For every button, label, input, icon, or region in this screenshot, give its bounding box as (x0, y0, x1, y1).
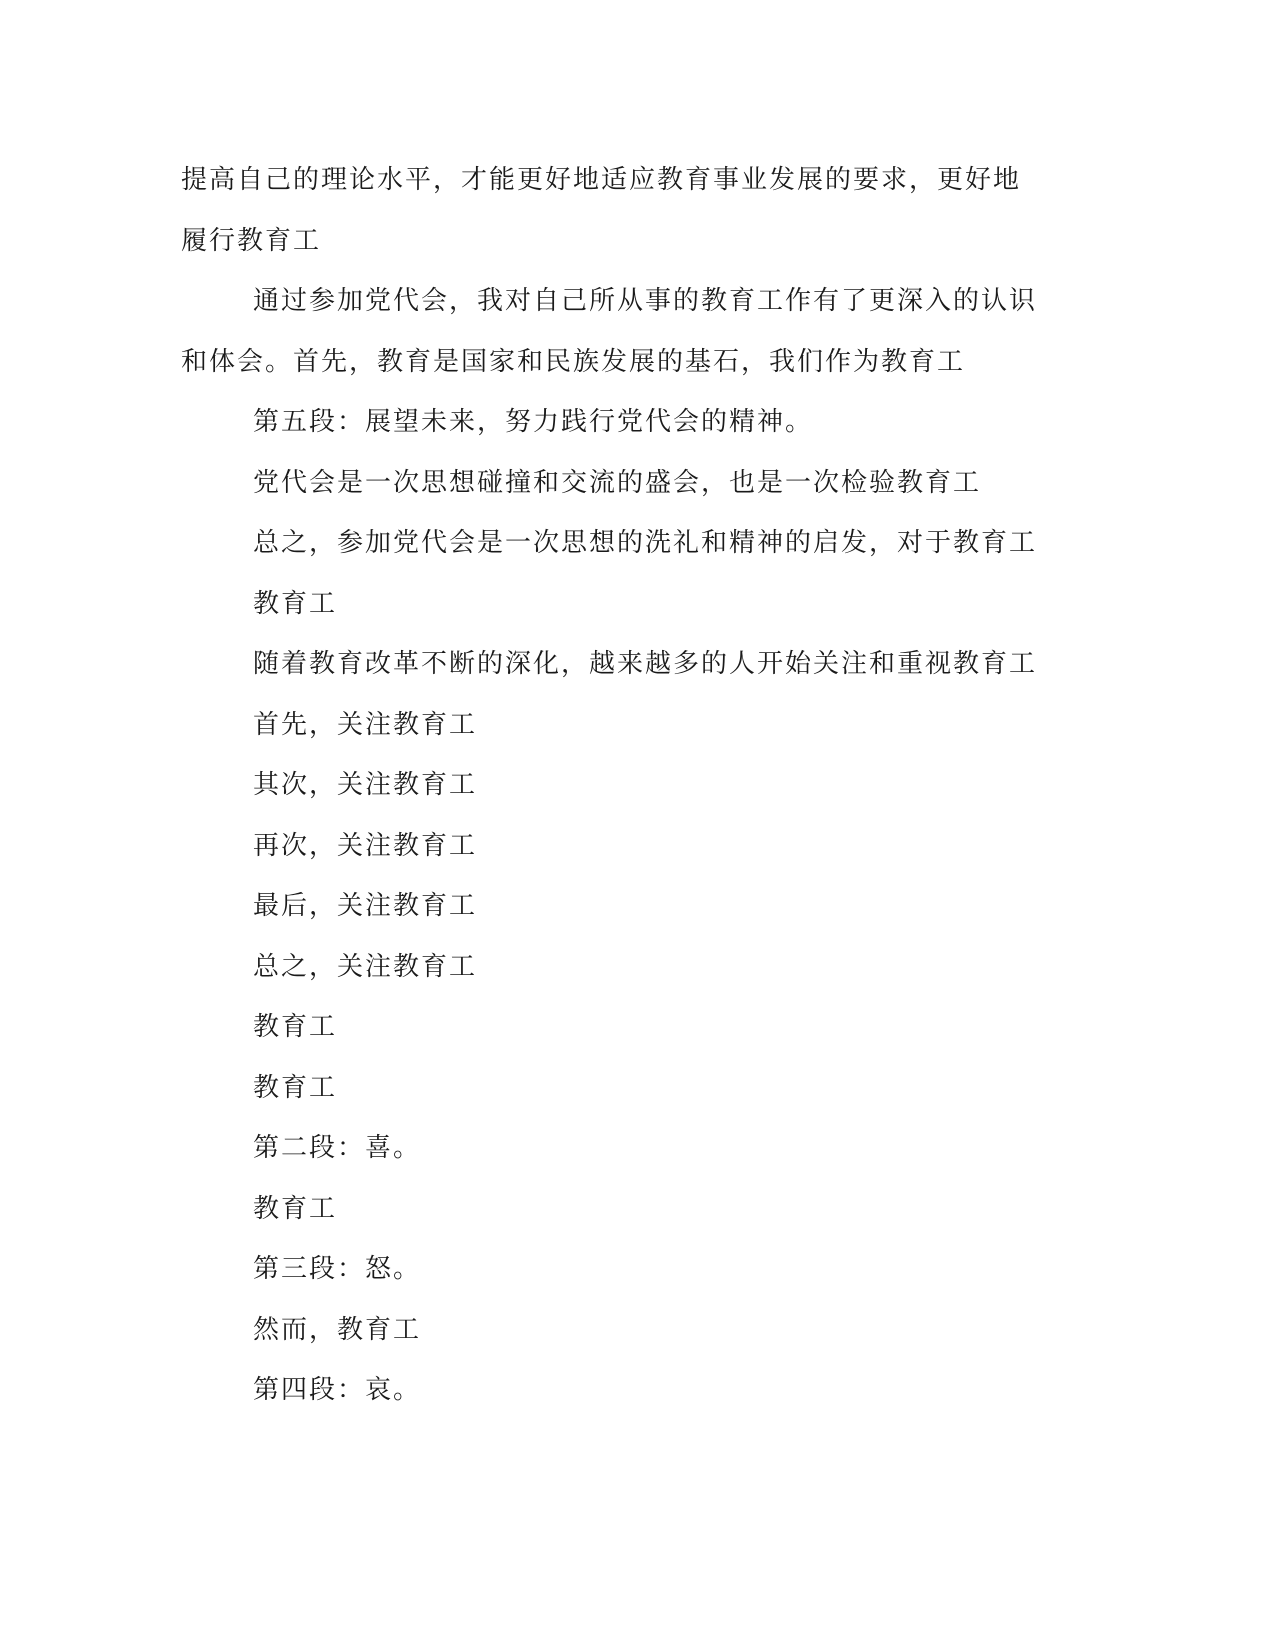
text-line: 再次，关注教育工 (253, 830, 478, 861)
text-line: 总之，参加党代会是一次思想的洗礼和精神的启发，对于教育工 (253, 528, 1038, 558)
text-line: 履行教育工 (181, 225, 322, 256)
section-heading: 第五段：展望未来，努力践行党代会的精神。 (253, 407, 814, 437)
text-line: 最后，关注教育工 (253, 891, 478, 921)
text-line: 教育工 (253, 1012, 338, 1042)
section-heading: 第二段：喜。 (253, 1133, 422, 1163)
document-body (181, 150, 1041, 1421)
text-line: 通过参加党代会，我对自己所从事的教育工作有了更深入的认识 (253, 286, 1038, 316)
text-line: 党代会是一次思想碰撞和交流的盛会，也是一次检验教育工 (253, 467, 982, 498)
text-line: 提高自己的理论水平，才能更好地适应教育事业发展的要求，更好地 (181, 165, 1022, 195)
text-line: 然而，教育工 (253, 1314, 422, 1345)
section-heading: 第四段：哀。 (253, 1375, 422, 1405)
text-line: 总之，关注教育工 (253, 951, 478, 982)
text-line: 教育工 (253, 1072, 338, 1103)
text-line: 其次，关注教育工 (253, 770, 478, 800)
text-line: 随着教育改革不断的深化，越来越多的人开始关注和重视教育工 (253, 649, 1038, 679)
text-line: 首先，关注教育工 (253, 709, 478, 740)
section-heading: 第三段：怒。 (253, 1254, 422, 1284)
text-line: 和体会。首先，教育是国家和民族发展的基石，我们作为教育工 (181, 346, 966, 377)
text-line: 教育工 (253, 588, 338, 619)
text-line: 教育工 (253, 1193, 338, 1224)
